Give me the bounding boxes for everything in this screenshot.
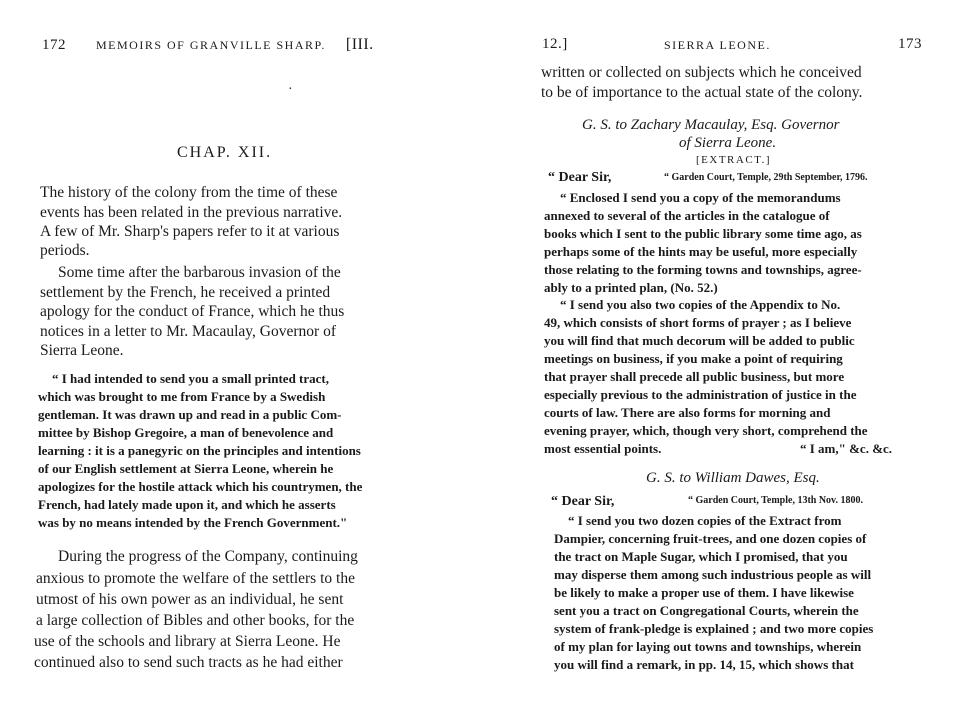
letter-line: the tract on Maple Sugar, which I promised, that you xyxy=(554,549,848,564)
running-head: MEMOIRS OF GRANVILLE SHARP. xyxy=(96,38,326,52)
quote-line: learning : it is a panegyric on the principles and intentions xyxy=(38,443,361,458)
text-line: A few of Mr. Sharp's papers refer to it at various xyxy=(40,223,340,240)
letter-line: you will find a remark, in pp. 14, 15, which shows that xyxy=(554,657,854,672)
text-line: Some time after the barbarous invasion of the xyxy=(58,264,341,281)
letter-line: meetings on business, if you make a point of requiring xyxy=(544,351,843,366)
text-line: events has been related in the previous narrative. xyxy=(40,204,343,221)
text-line: During the progress of the Company, continuing xyxy=(58,548,358,565)
letter-line: of my plan for laying out towns and townships, wherein xyxy=(554,639,862,654)
right-page-header xyxy=(542,36,930,53)
letter-line: “ I send you also two copies of the Appendix to No. xyxy=(560,297,841,312)
page-number: 172 xyxy=(42,37,66,53)
running-head: SIERRA LEONE. xyxy=(664,38,771,52)
letter-line: perhaps some of the hints may be useful, more especially xyxy=(544,244,858,259)
letter-title: of Sierra Leone. xyxy=(679,135,777,151)
letter-line: courts of law. There are also forms for morning and xyxy=(544,405,831,420)
page-number: 173 xyxy=(898,36,922,52)
left-page-header xyxy=(42,36,374,54)
extract-label: [EXTRACT.] xyxy=(696,154,771,166)
letter-line: evening prayer, which, though very short, comprehend the xyxy=(544,423,868,438)
text-line: continued also to send such tracts as he had either xyxy=(34,654,343,671)
quote-line: of our English settlement at Sierra Leone, wherein he xyxy=(38,461,334,476)
letter-line: annexed to several of the articles in the catalogue of xyxy=(544,208,830,223)
quote-line: was by no means intended by the French Government." xyxy=(38,515,348,530)
letter-title: G. S. to Zachary Macaulay, Esq. Governor xyxy=(582,117,840,133)
letter-line: “ Enclosed I send you a copy of the memorandums xyxy=(560,190,841,205)
letter-line: sent you a tract on Congregational Courts, wherein the xyxy=(554,603,859,618)
letter-closing: “ I am," &c. &c. xyxy=(800,441,893,456)
letter-line: you will find that much decorum will be added to public xyxy=(544,333,855,348)
dateline: “ Garden Court, Temple, 13th Nov. 1800. xyxy=(688,495,864,506)
text-line: notices in a letter to Mr. Macaulay, Governor of xyxy=(40,323,336,340)
letter-line: may disperse them among such industrious people as will xyxy=(554,567,872,582)
text-line: written or collected on subjects which he conceived xyxy=(541,64,862,81)
salutation: “ Dear Sir, xyxy=(551,494,615,509)
letter-line: Dampier, concerning fruit-trees, and one dozen copies of xyxy=(554,531,867,546)
quote-line: which was brought to me from France by a Swedish xyxy=(38,389,326,404)
quote-line: mittee by Bishop Gregoire, a man of benevolence and xyxy=(38,425,334,440)
letter-line: those relating to the forming towns and townships, agree- xyxy=(544,262,862,277)
letter-line: most essential points. xyxy=(544,441,662,456)
letter-line: be likely to make a proper use of them. I have likewise xyxy=(554,585,854,600)
text-line: periods. xyxy=(40,242,90,259)
dateline: “ Garden Court, Temple, 29th September, 1796. xyxy=(664,172,868,183)
text-line: apology for the conduct of France, which he thus xyxy=(40,303,345,320)
section-mark: 12.] xyxy=(542,36,568,52)
text-line: anxious to promote the welfare of the settlers to the xyxy=(36,570,355,587)
right-page xyxy=(490,0,980,709)
letter-line: that prayer shall precede all public business, but more xyxy=(544,369,845,384)
letter-line: system of frank-pledge is explained ; and two more copies xyxy=(554,621,874,636)
quote-line: French, had lately made upon it, and which he asserts xyxy=(38,497,336,512)
letter-line: books which I sent to the public library some time ago, as xyxy=(544,226,862,241)
letter-title: G. S. to William Dawes, Esq. xyxy=(646,470,820,486)
section-mark: [III. xyxy=(345,36,374,53)
ornament-dot: · xyxy=(288,82,293,97)
quote-line: apologizes for the hostile attack which his countrymen, the xyxy=(38,479,363,494)
letter-line: especially previous to the administration of justice in the xyxy=(544,387,857,402)
salutation: “ Dear Sir, xyxy=(548,170,612,185)
quote-line: “ I had intended to send you a small printed tract, xyxy=(52,371,329,386)
text-line: a large collection of Bibles and other books, for the xyxy=(36,612,355,629)
chapter-heading: CHAP. XII. xyxy=(177,144,273,161)
text-line: The history of the colony from the time of these xyxy=(40,184,338,201)
letter-line: 49, which consists of short forms of prayer ; as I believe xyxy=(544,315,852,330)
text-line: use of the schools and library at Sierra Leone. He xyxy=(34,633,341,650)
text-line: utmost of his own power as an individual, he sent xyxy=(36,591,344,608)
quote-line: gentleman. It was drawn up and read in a public Com- xyxy=(38,407,342,422)
text-line: Sierra Leone. xyxy=(40,342,124,359)
letter-line: “ I send you two dozen copies of the Extract from xyxy=(568,513,842,528)
letter-line: ably to a printed plan, (No. 52.) xyxy=(544,280,718,295)
text-line: to be of importance to the actual state of the colony. xyxy=(541,84,863,101)
text-line: settlement by the French, he received a printed xyxy=(40,284,331,301)
